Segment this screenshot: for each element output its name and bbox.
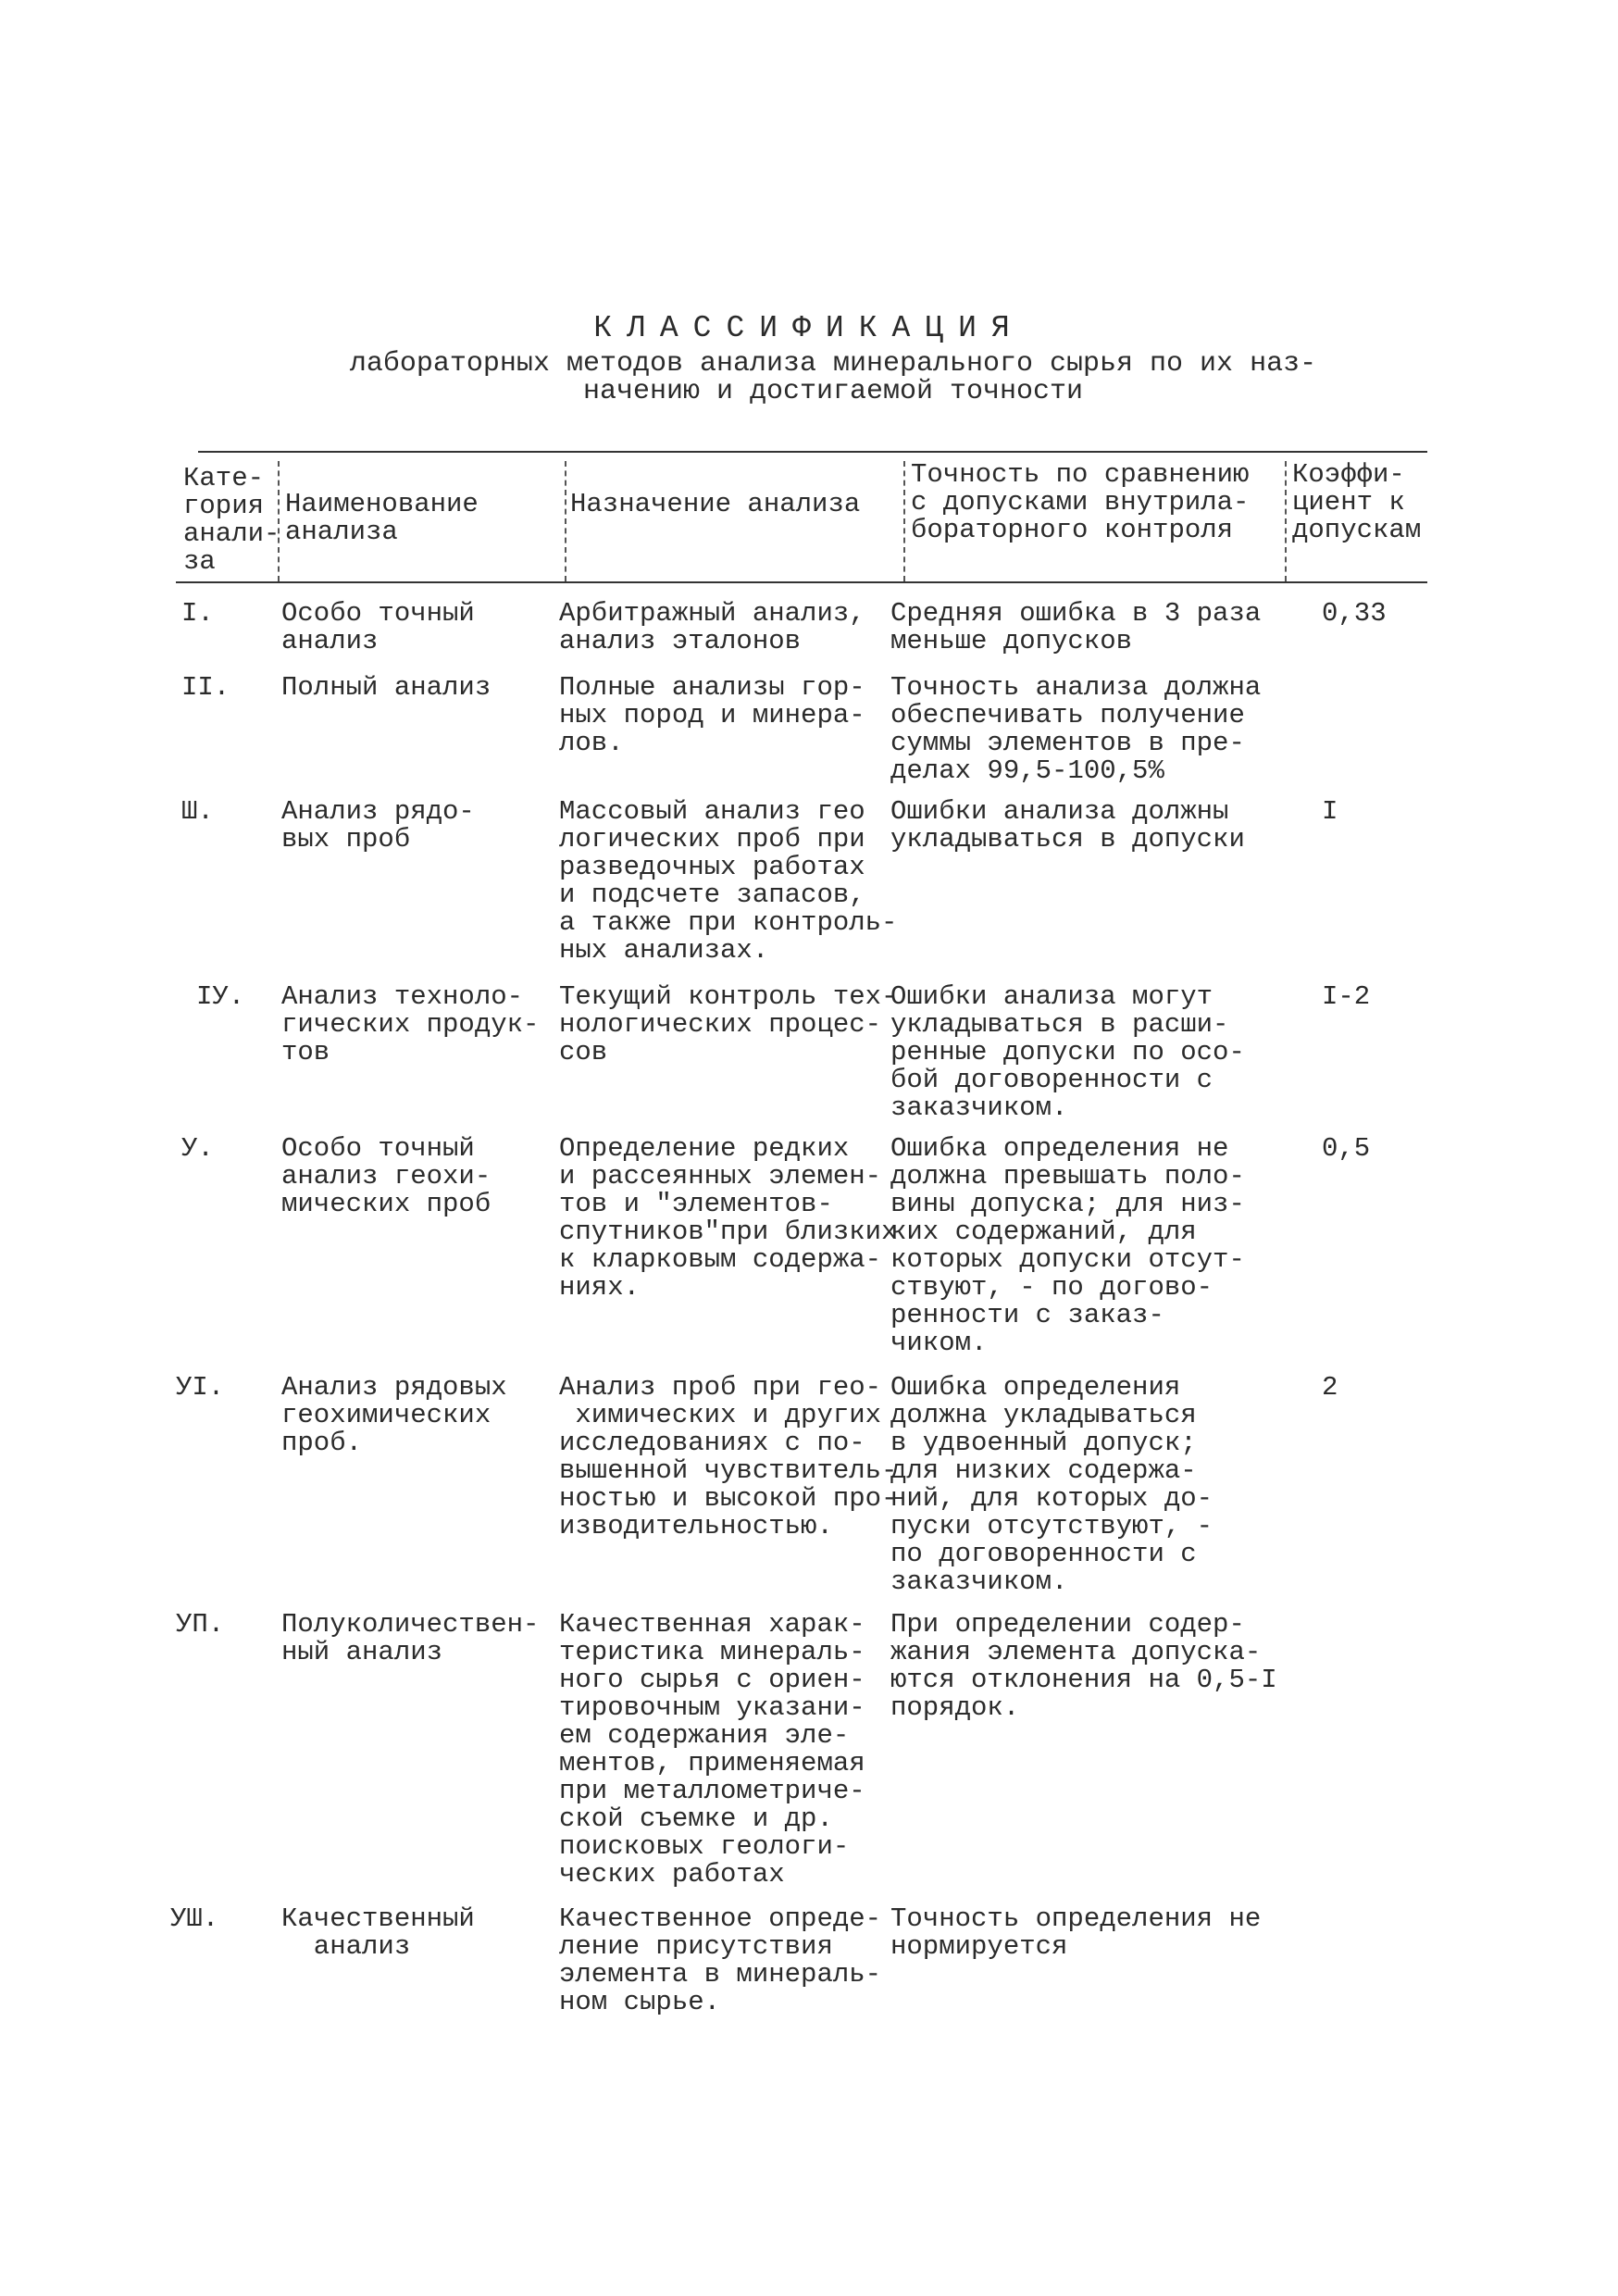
document-subtitle	[278, 350, 1388, 406]
row-accuracy-line: ренные допуски по осо-	[890, 1037, 1245, 1067]
row-accuracy-line: Ошибки анализа должны	[890, 796, 1229, 827]
row-purpose-line: Текущий контроль тех-	[559, 981, 898, 1012]
header-coefficient-line: Коэффи-	[1292, 459, 1405, 490]
row-category: У.	[181, 1133, 214, 1164]
row-purpose-line: и рассеянных элемен-	[559, 1161, 882, 1192]
row-name-line: Анализ техноло-	[281, 981, 524, 1012]
row-name-line: геохимических	[281, 1400, 492, 1430]
row-accuracy-line: порядок.	[890, 1692, 1020, 1723]
row-purpose-line: при металлометриче-	[559, 1776, 865, 1806]
row-name-line: ный анализ	[281, 1637, 443, 1667]
row-purpose-line: поисковых геологи-	[559, 1831, 850, 1862]
row-purpose-line: Качественное опреде-	[559, 1903, 882, 1934]
row-accuracy-line: по договоренности с	[890, 1539, 1197, 1569]
row-purpose-line: а также при контроль-	[559, 907, 898, 938]
row-purpose-line: Массовый анализ гео	[559, 796, 865, 827]
row-purpose-line: химических и других	[559, 1400, 882, 1430]
row-accuracy-line: в удвоенный допуск;	[890, 1428, 1197, 1458]
row-accuracy-line: заказчиком.	[890, 1092, 1068, 1123]
row-accuracy-line: суммы элементов в пре-	[890, 728, 1245, 758]
row-accuracy	[890, 1135, 1245, 1357]
row-accuracy-line: для низких содержа-	[890, 1455, 1197, 1486]
row-purpose	[559, 674, 865, 757]
row-purpose-line: Качественная харак-	[559, 1609, 865, 1640]
row-purpose-line: ных пород и минера-	[559, 700, 865, 730]
row-purpose	[559, 1905, 881, 2016]
row-name-line: анализ	[281, 626, 379, 656]
header-name-line: Наименование	[285, 489, 479, 519]
header-purpose-line: Назначение анализа	[570, 489, 861, 519]
row-name-line: вых проб	[281, 824, 411, 855]
row-category: IУ.	[196, 981, 245, 1012]
row-name	[281, 674, 491, 702]
row-accuracy	[890, 674, 1261, 785]
row-purpose-line: ментов, применяемая	[559, 1748, 865, 1778]
row-purpose-line: нологических процес-	[559, 1009, 882, 1040]
header-accuracy-line: с допусками внутрила-	[911, 487, 1250, 518]
column-divider	[903, 461, 905, 581]
row-name	[281, 1135, 491, 1218]
row-purpose-line: теристика минераль-	[559, 1637, 865, 1667]
header-category-line: за	[183, 546, 216, 577]
row-name	[281, 798, 475, 854]
row-accuracy-line: ний, для которых до-	[890, 1483, 1214, 1514]
header-name-line: анализа	[285, 517, 398, 547]
row-purpose-line: элемента в минераль-	[559, 1959, 882, 1990]
row-purpose-line: ных анализах.	[559, 935, 769, 966]
row-category: I.	[181, 598, 214, 629]
row-purpose-line: лов.	[559, 728, 624, 758]
header-name	[285, 491, 479, 546]
row-purpose-line: ном сырье.	[559, 1987, 721, 2017]
row-accuracy-line: ются отклонения на 0,5-I	[890, 1665, 1277, 1695]
row-accuracy-line: должна укладываться	[890, 1400, 1197, 1430]
row-name-line: гических продук-	[281, 1009, 540, 1040]
row-accuracy-line: Точность анализа должна	[890, 672, 1262, 703]
row-accuracy-line: вины допуска; для низ-	[890, 1189, 1245, 1219]
row-name	[281, 1374, 507, 1457]
row-accuracy-line: должна превышать поло-	[890, 1161, 1245, 1192]
row-accuracy	[890, 1611, 1277, 1722]
header-coefficient-line: циент к	[1292, 487, 1405, 518]
row-accuracy	[890, 798, 1245, 854]
row-name-line: анализ	[281, 1931, 411, 1962]
header-category-line: анали-	[183, 518, 280, 549]
row-category: Ш.	[181, 796, 214, 827]
row-name-line: Анализ рядо-	[281, 796, 475, 827]
row-purpose-line: и подсчете запасов,	[559, 880, 865, 910]
row-coefficient: I-2	[1322, 981, 1371, 1012]
row-purpose-line: тировочным указани-	[559, 1692, 865, 1723]
row-accuracy-line: нормируется	[890, 1931, 1068, 1962]
row-purpose-line: спутников"при близких	[559, 1217, 898, 1247]
row-purpose-line: к кларковым содержа-	[559, 1244, 882, 1275]
row-accuracy-line: меньше допусков	[890, 626, 1133, 656]
row-purpose-line: ление присутствия	[559, 1931, 833, 1962]
row-name-line: Полуколичествен-	[281, 1609, 540, 1640]
row-accuracy-line: Средняя ошибка в 3 раза	[890, 598, 1262, 629]
subtitle-line: лабораторных методов анализа минерального сырья по их наз-	[349, 348, 1317, 380]
row-purpose-line: Полные анализы гор-	[559, 672, 865, 703]
row-purpose-line: анализ эталонов	[559, 626, 802, 656]
row-name	[281, 1905, 475, 1961]
column-divider	[565, 461, 566, 581]
row-accuracy-line: ствуют, - по догово-	[890, 1272, 1214, 1303]
row-coefficient: I	[1322, 796, 1338, 827]
row-accuracy	[890, 983, 1245, 1122]
row-accuracy	[890, 1905, 1261, 1961]
header-category	[183, 465, 280, 576]
row-name-line: проб.	[281, 1428, 363, 1458]
row-purpose-line: ческих работах	[559, 1859, 785, 1890]
row-coefficient: 0,33	[1322, 598, 1387, 629]
row-name-line: Особо точный	[281, 1133, 475, 1164]
row-purpose-line: ской съемке и др.	[559, 1803, 833, 1834]
row-accuracy-line: ренности с заказ-	[890, 1300, 1164, 1330]
row-purpose	[559, 798, 897, 965]
row-accuracy-line: чиком.	[890, 1328, 988, 1358]
row-purpose-line: логических проб при	[559, 824, 865, 855]
row-coefficient: 2	[1322, 1372, 1338, 1403]
row-name-line: мических проб	[281, 1189, 492, 1219]
row-accuracy-line: Ошибка определения не	[890, 1133, 1229, 1164]
row-accuracy-line: заказчиком.	[890, 1566, 1068, 1597]
row-accuracy-line: укладываться в допуски	[890, 824, 1245, 855]
row-purpose-line: ниях.	[559, 1272, 641, 1303]
row-accuracy-line: Точность определения не	[890, 1903, 1262, 1934]
header-coefficient-line: допускам	[1292, 515, 1422, 545]
row-purpose-line: изводительностью.	[559, 1511, 833, 1541]
row-accuracy	[890, 600, 1261, 655]
row-purpose	[559, 1611, 865, 1889]
row-accuracy-line: укладываться в расши-	[890, 1009, 1229, 1040]
row-category: УП.	[176, 1609, 225, 1640]
column-divider	[1285, 461, 1287, 581]
row-purpose-line: ностью и высокой про-	[559, 1483, 898, 1514]
header-category-line: гория	[183, 491, 265, 521]
row-purpose-line: ного сырья с ориен-	[559, 1665, 865, 1695]
row-name-line: анализ геохи-	[281, 1161, 492, 1192]
header-coefficient	[1292, 461, 1421, 544]
row-name	[281, 983, 539, 1067]
row-name-line: Особо точный	[281, 598, 475, 629]
row-accuracy-line: бой договоренности с	[890, 1065, 1214, 1095]
row-category: УI.	[176, 1372, 225, 1403]
row-name-line: Качественный	[281, 1903, 475, 1934]
row-coefficient: 0,5	[1322, 1133, 1371, 1164]
table-top-rule	[198, 451, 1427, 453]
header-category-line: Кате-	[183, 463, 265, 493]
row-name	[281, 1611, 539, 1666]
row-accuracy-line: пуски отсутствуют, -	[890, 1511, 1214, 1541]
row-purpose	[559, 1374, 897, 1541]
row-category: УШ.	[170, 1903, 219, 1934]
row-accuracy-line: Ошибка определения	[890, 1372, 1181, 1403]
table-header-rule	[176, 581, 1427, 583]
row-accuracy-line: которых допуски отсут-	[890, 1244, 1245, 1275]
row-purpose-line: Определение редких	[559, 1133, 850, 1164]
row-purpose	[559, 1135, 897, 1302]
row-name	[281, 600, 475, 655]
header-accuracy	[911, 461, 1249, 544]
header-purpose	[570, 491, 860, 518]
row-purpose-line: ем содержания эле-	[559, 1720, 850, 1751]
row-accuracy-line: делах 99,5-100,5%	[890, 755, 1164, 786]
row-name-line: Анализ рядовых	[281, 1372, 507, 1403]
row-purpose	[559, 600, 865, 655]
document-title: КЛАССИФИКАЦИЯ	[593, 311, 1025, 345]
row-accuracy-line: Ошибки анализа могут	[890, 981, 1214, 1012]
row-accuracy-line: жания элемента допуска-	[890, 1637, 1262, 1667]
header-accuracy-line: бораторного контроля	[911, 515, 1234, 545]
row-accuracy-line: ких содержаний, для	[890, 1217, 1197, 1247]
row-category: II.	[181, 672, 230, 703]
row-purpose-line: Арбитражный анализ,	[559, 598, 865, 629]
row-name-line: тов	[281, 1037, 330, 1067]
row-purpose-line: исследованиях с по-	[559, 1428, 865, 1458]
row-purpose-line: разведочных работах	[559, 852, 865, 882]
row-purpose-line: вышенной чувствитель-	[559, 1455, 898, 1486]
row-purpose	[559, 983, 897, 1067]
row-name-line: Полный анализ	[281, 672, 492, 703]
row-purpose-line: сов	[559, 1037, 608, 1067]
row-accuracy	[890, 1374, 1213, 1596]
header-accuracy-line: Точность по сравнению	[911, 459, 1250, 490]
row-purpose-line: Анализ проб при гео-	[559, 1372, 882, 1403]
row-accuracy-line: обеспечивать получение	[890, 700, 1245, 730]
row-purpose-line: тов и "элементов-	[559, 1189, 833, 1219]
row-accuracy-line: При определении содер-	[890, 1609, 1245, 1640]
subtitle-line: начению и достигаемой точности	[582, 376, 1084, 407]
